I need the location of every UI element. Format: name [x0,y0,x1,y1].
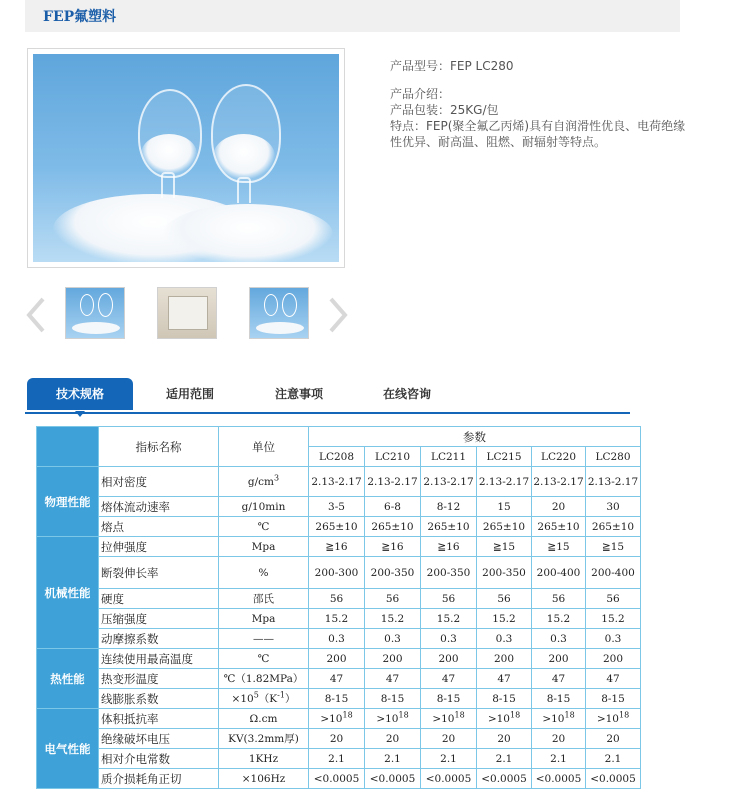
tab-applications[interactable]: 适用范围 [165,387,214,401]
row-value: 200 [365,649,421,669]
spec-table [36,426,641,789]
row-value: 8-15 [586,689,641,709]
row-value: 2.1 [532,749,586,769]
row-name: 质介损耗角正切 [99,769,219,789]
row-value: 20 [532,729,586,749]
row-value: 15.2 [365,609,421,629]
row-value: ≧15 [532,537,586,557]
row-name: 拉伸强度 [99,537,219,557]
row-value: 2.1 [477,749,532,769]
row-name: 连续使用最高温度 [99,649,219,669]
row-value: 20 [309,729,365,749]
prev-arrow-icon[interactable] [25,297,47,333]
row-value: 56 [365,589,421,609]
product-info [390,58,690,150]
row-name: 相对密度 [99,467,219,497]
row-value: ≧16 [309,537,365,557]
row-value: 200 [309,649,365,669]
row-value: 56 [532,589,586,609]
row-unit: ×106Hz [219,769,309,789]
row-value: 2.13-2.17 [365,467,421,497]
row-value: $>10^{18}$ [532,709,586,729]
row-value: 47 [421,669,477,689]
category-physical: 物理性能 [37,467,99,537]
row-name: 热变形温度 [99,669,219,689]
row-unit: Ω.cm [219,709,309,729]
category-mechanical: 机械性能 [37,537,99,649]
row-value: 8-15 [477,689,532,709]
row-value: 15.2 [421,609,477,629]
header-name: 指标名称 [99,427,219,467]
row-value: 47 [586,669,641,689]
row-unit: $\times 10^5(K^{-1})$ [219,689,309,709]
header-params: 参数 [309,427,641,447]
row-value: 47 [532,669,586,689]
next-arrow-icon[interactable] [327,297,349,333]
row-value: 265±10 [477,517,532,537]
row-value: <0.0005 [309,769,365,789]
row-value: 265±10 [532,517,586,537]
tab-consult[interactable]: 在线咨询 [382,387,431,401]
thumbnail-2[interactable] [157,287,217,339]
grade: LC280 [586,447,641,467]
row-value: 0.3 [365,629,421,649]
row-value: $>10^{18}$ [309,709,365,729]
row-value: 15 [477,497,532,517]
row-unit: $g/cm^3$ [219,467,309,497]
row-unit: KV(3.2mm厚) [219,729,309,749]
thumbnail-1[interactable] [65,287,125,339]
row-value: $>10^{18}$ [586,709,641,729]
row-unit: ℃ [219,517,309,537]
row-value: 20 [477,729,532,749]
row-value: 265±10 [586,517,641,537]
category-electrical: 电气性能 [37,709,99,789]
page-title: FEP氟塑料 [43,9,117,25]
product-intro-label: 产品介绍： [390,87,451,101]
row-name: 动摩擦系数 [99,629,219,649]
row-name: 硬度 [99,589,219,609]
row-value: 200-300 [309,557,365,589]
row-value: 2.13-2.17 [477,467,532,497]
row-value: <0.0005 [586,769,641,789]
row-value: 8-15 [309,689,365,709]
row-value: 20 [532,497,586,517]
grade: LC210 [365,447,421,467]
row-value: 56 [477,589,532,609]
row-value: 30 [586,497,641,517]
row-value: 47 [365,669,421,689]
row-value: 0.3 [532,629,586,649]
row-value: 15.2 [309,609,365,629]
row-name: 压缩强度 [99,609,219,629]
header-unit: 单位 [219,427,309,467]
row-value: 2.1 [365,749,421,769]
category-thermal: 热性能 [37,649,99,709]
row-unit: % [219,557,309,589]
product-packaging: 产品包装：25KG/包 [390,103,499,117]
row-name: 熔体流动速率 [99,497,219,517]
row-value: 2.1 [586,749,641,769]
page-title-bar [25,0,680,32]
row-value: 47 [309,669,365,689]
row-value: ≧16 [365,537,421,557]
thumbnail-3[interactable] [249,287,309,339]
row-value: 200-400 [532,557,586,589]
row-value: 2.13-2.17 [421,467,477,497]
row-value: 2.1 [421,749,477,769]
row-value: 0.3 [477,629,532,649]
row-unit: 邵氏 [219,589,309,609]
row-unit: g/10min [219,497,309,517]
thumbnail-carousel [25,285,355,345]
row-value: 8-12 [421,497,477,517]
row-value: $>10^{18}$ [365,709,421,729]
row-value: 2.1 [309,749,365,769]
row-name: 绝缘破坏电压 [99,729,219,749]
row-unit: —— [219,629,309,649]
tab-precautions[interactable]: 注意事项 [274,387,323,401]
row-value: 265±10 [365,517,421,537]
main-product-image [27,48,345,268]
row-value: 56 [309,589,365,609]
row-unit: 1KHz [219,749,309,769]
row-value: 200 [586,649,641,669]
product-photo [33,54,339,262]
row-unit: ℃ [219,649,309,669]
row-value: 200-350 [365,557,421,589]
row-value: 0.3 [309,629,365,649]
row-name: 线膨胀系数 [99,689,219,709]
grade: LC208 [309,447,365,467]
row-unit: ℃（1.82MPa） [219,669,309,689]
row-value: 56 [586,589,641,609]
row-name: 相对介电常数 [99,749,219,769]
row-value: $>10^{18}$ [477,709,532,729]
row-value: 200-350 [421,557,477,589]
row-value: 2.13-2.17 [309,467,365,497]
row-value: 265±10 [421,517,477,537]
row-name: 体积抵抗率 [99,709,219,729]
row-value: 15.2 [532,609,586,629]
row-value: $>10^{18}$ [421,709,477,729]
row-value: 200 [421,649,477,669]
row-value: 6-8 [365,497,421,517]
row-value: 2.13-2.17 [586,467,641,497]
tab-specs[interactable]: 技术规格 [27,378,133,410]
row-value: <0.0005 [421,769,477,789]
row-value: 20 [586,729,641,749]
row-name: 熔点 [99,517,219,537]
row-value: <0.0005 [477,769,532,789]
row-value: 200 [532,649,586,669]
grade: LC220 [532,447,586,467]
row-value: ≧16 [421,537,477,557]
row-value: 15.2 [586,609,641,629]
row-value: 2.13-2.17 [532,467,586,497]
row-value: 20 [421,729,477,749]
row-value: <0.0005 [532,769,586,789]
row-value: 0.3 [421,629,477,649]
row-unit: Mpa [219,609,309,629]
row-value: 8-15 [421,689,477,709]
row-value: 200-350 [477,557,532,589]
row-value: 20 [365,729,421,749]
header-corner [37,427,99,467]
tab-bar [25,378,630,414]
row-value: 8-15 [365,689,421,709]
product-model: 产品型号：FEP LC280 [390,59,514,73]
row-value: 47 [477,669,532,689]
row-value: 8-15 [532,689,586,709]
row-value: ≧15 [477,537,532,557]
row-value: ≧15 [586,537,641,557]
row-value: 200 [477,649,532,669]
row-value: 56 [421,589,477,609]
row-value: 265±10 [309,517,365,537]
row-value: <0.0005 [365,769,421,789]
row-value: 3-5 [309,497,365,517]
row-unit: Mpa [219,537,309,557]
product-features: 特点：FEP(聚全氟乙丙烯)具有自润滑性优良、电荷绝缘性优异、耐高温、阻燃、耐辐射等特点。 [390,119,686,149]
row-value: 200-400 [586,557,641,589]
grade: LC211 [421,447,477,467]
grade: LC215 [477,447,532,467]
row-value: 0.3 [586,629,641,649]
row-name: 断裂伸长率 [99,557,219,589]
row-value: 15.2 [477,609,532,629]
